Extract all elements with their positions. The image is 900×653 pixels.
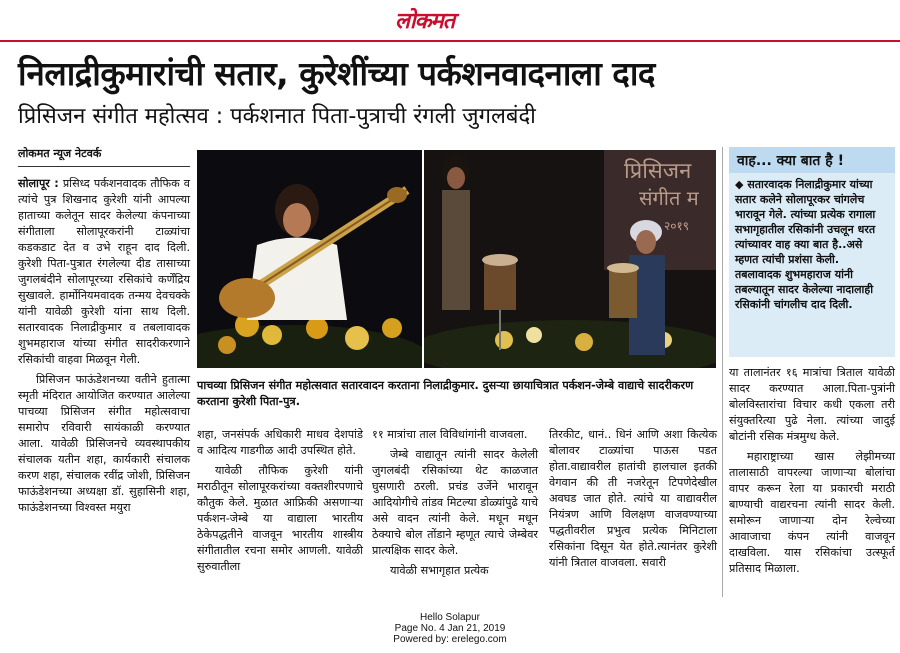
page-footer xyxy=(0,612,900,645)
article-paragraph: प्रिसिजन फाऊंडेशनच्या वतीने हुतात्मा स्मृती मंदिरात आयोजित करण्यात आलेल्या पाचव्या प्रिसिजन संगीत महोत्सवाचा समारोप रविवारी सायंकाळी करण्यात आला. यावेळी प्रिसिजनचे व्यवस्थापकीय संचालक यतीन शहा, कार्यकारी संचालक करण शहा, संचालक रवींद्र जोशी, प्रिसिजन फाऊंडेशनच्या अध्यक्षा डॉ. सुहासिनी शहा, फाऊंडेशनच्या विश्वस्त मयुरा xyxy=(18,373,190,514)
bullet-icon: ◆ xyxy=(735,178,744,191)
article-column-1 xyxy=(18,176,190,520)
footer-powered-by: Powered by: erelego.com xyxy=(393,634,507,645)
newspaper-logo: लोकमत xyxy=(395,9,455,34)
sidebar-box xyxy=(729,147,895,357)
article-paragraph: तिरकीट, धानं.. धिनं आणि अशा कित्येक बोलावर टाळ्यांचा पाऊस पडत होता.वाद्यावरील हातांची हालचाल इतकी वेगवान की ती नजरेतून टिपणेदेखील अवघड जात होते. त्यांचे या वाद्यावरील नियंत्रण आणि विलक्षण वाजवण्याच्या पद्धतीवरील प्रभुत्व प्रत्येक मिनिटाला रसिकांना दिसून येत होते.त्यानंतर कुरेशी यांनी त्रिताल वाजवला. सवारी xyxy=(549,428,717,569)
subheadline: प्रिसिजन संगीत महोत्सव : पर्कशनात पिता-पुत्राची रंगली जुगलबंदी xyxy=(18,104,536,129)
masthead xyxy=(0,0,900,40)
dateline-city: सोलापूर : xyxy=(18,177,59,190)
footer-edition: Hello Solapur xyxy=(419,612,481,623)
sidebar-text: सतारवादक निलाद्रीकुमार यांच्या सतार कलेने सोलापूरकर चांगलेच भारावून गेले. त्यांच्या प्रत्येक रागाला सभागृहातील रसिकांनी उचलून धरत त्यांच्यावर वाह क्या बात है..असे म्हणत त्यांची प्रशंसा केली. तबलावादक शुभमहाराज यांनी तबल्यातून सादर केलेल्या नादालाही रसिकांनी चांगलीच दाद दिली. xyxy=(735,178,876,311)
photo-caption: पाचव्या प्रिसिजन संगीत महोत्सवात सतारवादन करताना निलाद्रीकुमार. दुसऱ्या छायाचित्रात पर्कशन-जेम्बे वाद्याचे सादरीकरण करताना कुरेशी पिता-पुत्र. xyxy=(197,379,694,408)
footer-page-date: Page No. 4 Jan 21, 2019 xyxy=(394,623,506,634)
article-paragraph: यावेळी सभागृहात प्रत्येक xyxy=(390,564,489,577)
article-paragraph: महाराष्ट्राच्या खास लेझीमच्या तालासाठी वापरल्या जाणाऱ्या बोलांचा वापर करून रेला या प्रकारची मराठी बाण्याची वाद्यरचना त्यांनी सादर केली. समोरून जाणाऱ्या दोन रेल्वेच्या आवाजाचा कंपन त्यांनी वाजवून दाखविला. यास रसिकांचा उत्स्फूर्त प्रतिसाद मिळाला. xyxy=(729,450,895,575)
banner-year: २०१९ xyxy=(664,219,689,233)
banner-text: प्रिसिजन xyxy=(624,159,692,184)
column-divider xyxy=(722,147,723,597)
article-paragraph: सोलापूर : प्रसिध्द पर्कशनवादक तौफिक व त्यांचे पुत्र शिखनाद कुरेशी यांनी आपल्या हाताच्या कलेतून सादर केलेल्या कंपनाच्या संगीताला सोलापूरकरांनी टाळ्यांचा कडकडाट देत व उभे राहून दाद दिली. कुरेशी पिता-पुत्रात रंगलेल्या दीड तासाच्या जुगलबंदीने सोलापूरच्या रसिकांचे कर्णेंद्रिय सुखावले. हार्मोनियमवादक तन्मय देवचक्के यांनी यावेळी कुरेशी यांना साथ दिली. सतारवादक निलाद्रीकुमार व तबलावादक शुभमहाराज यांच्या संगीत सादरीकरणाने रसिकांची वाहवा मिळवून गेली. xyxy=(18,177,190,366)
byline: लोकमत न्यूज नेटवर्क xyxy=(18,147,102,160)
photo-percussion-duo xyxy=(424,150,716,368)
sidebar-body xyxy=(735,177,889,312)
article-column-4 xyxy=(549,427,717,575)
article-paragraph: जेम्बे वाद्यातून त्यांनी सादर केलेली जुगलबंदी रसिकांच्या थेट काळजात घुसणारी ठरली. प्रचंड उर्जेने भारावून आदियोगीचे तांडव मिटल्या डोळ्यांपुढे याचे असे वादन त्यांनी केले. मधून मधून ठेक्याचे बोल तोंडाने म्हणूत त्याचे जेम्बेवर प्रात्यक्षिक सादर केले. xyxy=(372,448,538,557)
byline-rule xyxy=(18,166,190,167)
banner-text: संगीत म xyxy=(639,186,699,210)
article-paragraph: या तालानंतर १६ मात्रांचा त्रिताल यावेळी सादर करण्यात आला.पिता-पुत्रांनी बोलविस्तारांचा विचार कधी एकला तरी संयुक्तरित्या पुढे नेला. त्यांच्या जादुई बोटांनी रसिक मंत्रमुग्ध केले. xyxy=(729,366,895,443)
sidebar-title: वाह... क्या बात है ! xyxy=(729,147,895,173)
sitar-performance-illustration xyxy=(197,150,422,368)
article-column-3 xyxy=(372,427,538,583)
headline: निलाद्रीकुमारांची सतार, कुरेशींच्या पर्कशनवादनाला दाद xyxy=(18,54,655,93)
article-paragraph: शहा, जनसंपर्क अधिकारी माधव देशपांडे व आदित्य गाडगीळ आदी उपस्थित होते. xyxy=(197,428,363,457)
percussion-performance-illustration xyxy=(424,150,716,368)
article-column-2 xyxy=(197,427,363,579)
article-paragraph: यावेळी तौफिक कुरेशी यांनी मराठीतून सोलापूरकरांच्या वक्तशीरपणाचे कौतुक केले. मुळात आफ्रिकी असणाऱ्या पर्कशन-जेम्बे या वाद्याला भारतीय ठेकेपद्धतीने वाजवून भारतीय शास्त्रीय संगीतातील रचना समोर आणली. यावेळी सुरुवातीला xyxy=(197,464,363,573)
photo-sitar-player xyxy=(197,150,422,368)
article-column-5 xyxy=(729,365,895,581)
masthead-rule xyxy=(0,40,900,42)
article-paragraph: ११ मात्रांचा ताल विविधांगांनी वाजवला. xyxy=(372,428,528,441)
